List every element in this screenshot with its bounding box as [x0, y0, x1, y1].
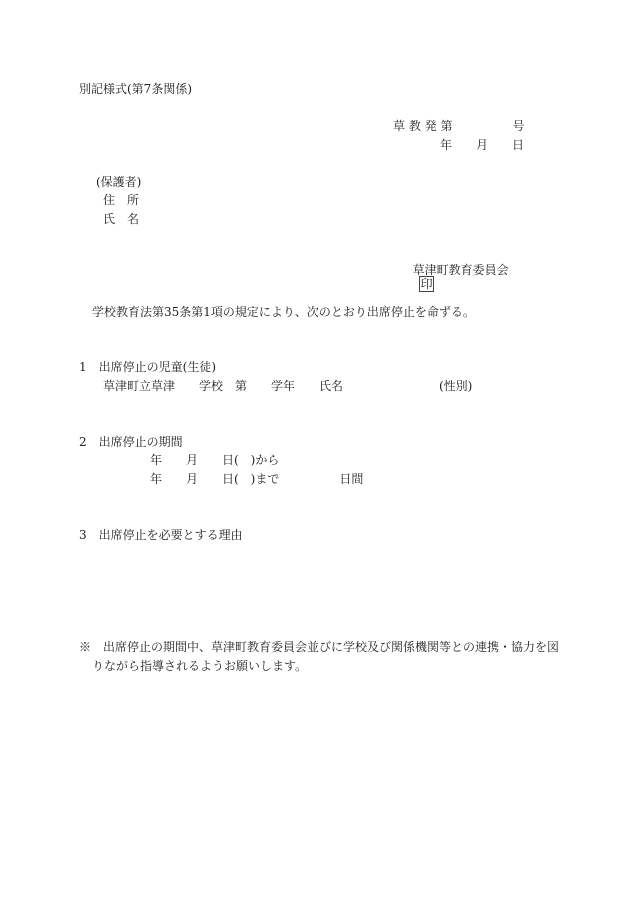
document-number: 草 教 発 第 号: [393, 119, 525, 133]
note-line-2: りながら指導されるようお願いします。: [92, 659, 308, 673]
guardian-label: (保護者): [96, 175, 142, 189]
issuer-name: 草津町教育委員会: [412, 263, 509, 277]
intro-paragraph: 学校教育法第35条第1項の規定により、次のとおり出席停止を命ずる。: [92, 305, 475, 319]
section-3-heading: 3 出席停止を必要とする理由: [79, 528, 243, 542]
section-2-heading: 2 出席停止の期間: [79, 435, 183, 449]
issuer-signature: [405, 249, 509, 291]
period-end-line: 年 月 日( )まで 日間: [150, 472, 364, 486]
document-date: 年 月 日: [440, 138, 525, 152]
form-title: 別記様式(第7条関係): [79, 82, 192, 96]
address-label: 住 所: [103, 193, 140, 207]
name-label: 氏 名: [103, 212, 140, 226]
note-line-1: ※ 出席停止の期間中、草津町教育委員会並びに学校及び関係機関等との連携・協力を図: [79, 640, 560, 654]
section-1-heading: 1 出席停止の児童(生徒): [79, 360, 216, 374]
student-info-line: 草津町立草津 学校 第 学年 氏名 (性別): [103, 379, 473, 393]
period-start-line: 年 月 日( )から: [150, 453, 280, 467]
seal-stamp: 印: [420, 277, 432, 291]
